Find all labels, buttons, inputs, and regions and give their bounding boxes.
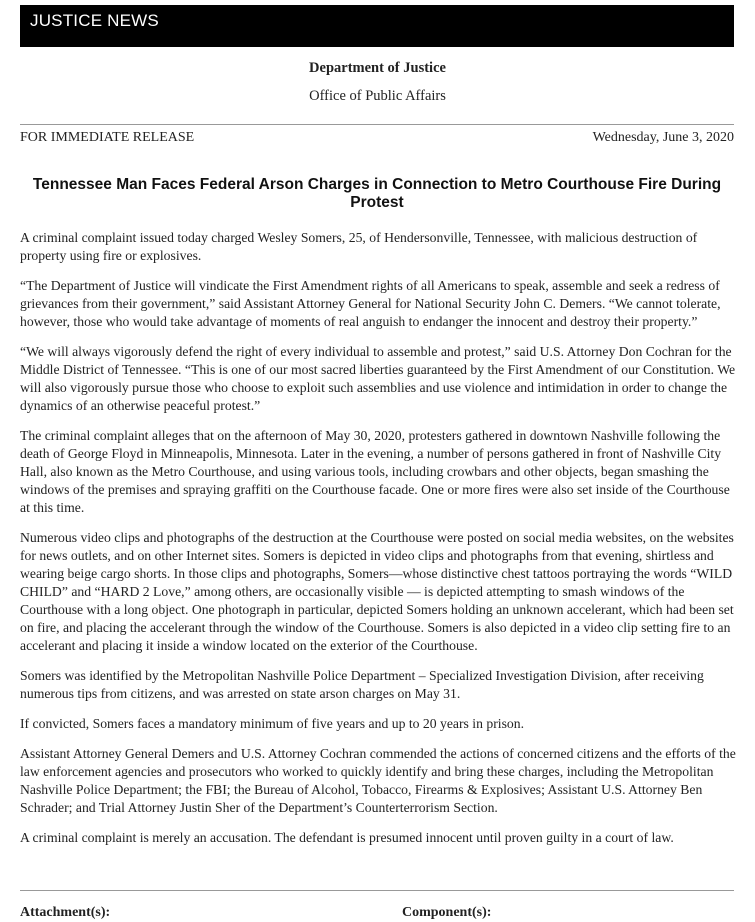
body-paragraph: A criminal complaint is merely an accusation. The defendant is presumed innocent until proven guilty in a court of law. bbox=[20, 830, 674, 845]
body-paragraph: If convicted, Somers faces a mandatory minimum of five years and up to 20 years in prison. bbox=[20, 716, 525, 731]
components-label: Component(s): bbox=[402, 905, 492, 920]
press-release-body bbox=[20, 229, 736, 859]
body-paragraph: Assistant Attorney General Demers and U.S. Attorney Cochran commended the actions of concerned citizens and the efforts of the law enforcement agencies and prosecutors who worked to quickly identify and bring these charges, including the Metropolitan Nashville Police Department; the FBI; the Bureau of Alcohol, Tobacco, Firearms & Explosives; Assistant U.S. Attorney Ben Schrader; and Trial Attorney Justin Sher of the Department’s Counterterrorism Section. bbox=[20, 746, 736, 815]
body-paragraph: “We will always vigorously defend the right of every individual to assemble and protest,” said U.S. Attorney Don Cochran for the Middle District of Tennessee. “This is one of our most sacred liberties guaranteed by the First Amendment of our Constitution. We will also vigorously pursue those who choose to exploit such assemblies and use violence and intimidation in order to change the dynamics of an otherwise peaceful protest.” bbox=[20, 344, 736, 413]
release-date: Wednesday, June 3, 2020 bbox=[592, 130, 734, 145]
department-name: Department of Justice bbox=[309, 60, 446, 76]
body-paragraph: The criminal complaint alleges that on the afternoon of May 30, 2020, protesters gathered in downtown Nashville following the death of George Floyd in Minneapolis, Minnesota. Later in the evening, a number of persons gathered in front of Nashville City Hall, also known as the Metro Courthouse, and using various tools, including crowbars and other objects, began smashing the windows of the premises and spraying graffiti on the Courthouse facade. One or more fires were also set inside of the Courthouse at this time. bbox=[20, 428, 730, 515]
body-paragraph: Somers was identified by the Metropolitan Nashville Police Department – Specialized Investigation Division, after receiving numerous tips from citizens, and was arrested on state arson charges on May 31. bbox=[20, 668, 704, 701]
header-divider bbox=[20, 124, 734, 125]
body-paragraph: “The Department of Justice will vindicate the First Amendment rights of all Americans to speak, assemble and seek a redress of grievances from their government,” said Assistant Attorney General for National Security John C. Demers. “We cannot tolerate, however, those who would take advantage of moments of real anguish to endanger the innocent and destroy their property.” bbox=[20, 278, 721, 329]
banner-title: JUSTICE NEWS bbox=[30, 11, 159, 30]
justice-news-banner bbox=[20, 5, 734, 47]
body-paragraph: A criminal complaint issued today charged Wesley Somers, 25, of Hendersonville, Tennessee, with malicious destruction of property using fire or explosives. bbox=[20, 230, 698, 263]
release-label: FOR IMMEDIATE RELEASE bbox=[20, 130, 195, 145]
office-name: Office of Public Affairs bbox=[309, 88, 446, 104]
press-release-headline: Tennessee Man Faces Federal Arson Charges in Connection to Metro Courthouse Fire During Protest bbox=[32, 176, 722, 211]
footer-divider bbox=[20, 890, 734, 891]
body-paragraph: Numerous video clips and photographs of the destruction at the Courthouse were posted on social media websites, on the websites for news outlets, and on other Internet sites. Somers is depicted in video clips and photographs from that evening, shirtless and wearing beige cargo shorts. In those clips and photographs, Somers—whose distinctive chest tattoos portraying the words “WILD CHILD” and “HARD 2 Love,” among others, are occasionally visible — is depicted attempting to smash windows of the Courthouse with a long object. One photograph in particular, depicted Somers holding an unknown accelerant, which had been set on fire, and placing the accelerant through the window of the Courthouse. Somers is also depicted in a video clip setting fire to an accelerant and placing it inside a window located on the exterior of the Courthouse. bbox=[20, 530, 734, 653]
attachments-label: Attachment(s): bbox=[20, 905, 111, 920]
